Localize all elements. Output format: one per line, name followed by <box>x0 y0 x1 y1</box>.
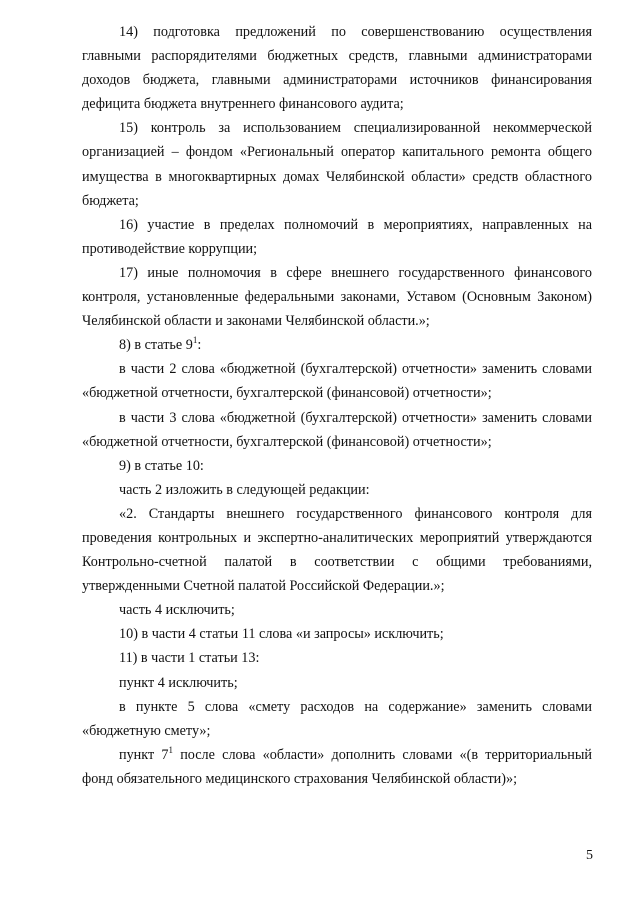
paragraph-article-13: 11) в части 1 статьи 13: <box>119 650 260 667</box>
paragraph-point-7-1 <box>82 743 592 791</box>
paragraph-part-4-exclude: часть 4 исключить; <box>119 602 235 619</box>
paragraph-item-15: 15) контроль за использованием специализированной некоммерческой организацией – фондом «Региональный оператор капитального ремонта общего имущества в многоквартирных домах Челябинской области» средств областного бюджета; <box>82 120 592 209</box>
document-body <box>82 20 592 791</box>
paragraph-article-9-1 <box>82 333 592 357</box>
paragraph-standards-quote: «2. Стандарты внешнего государственного финансового контроля для проведения контрольных и экспертно-аналитических мероприятий утверждаются Контрольно-счетной палатой в соответствии с общими требованиями, утвержденными Счетной палатой Российской Федерации.»; <box>82 505 592 595</box>
paragraph-article-11: 10) в части 4 статьи 11 слова «и запросы» исключить; <box>119 626 444 643</box>
paragraph-part-3-replace: в части 3 слова «бюджетной (бухгалтерской) отчетности» заменить словами «бюджетной отчетности, бухгалтерской (финансовой) отчетности»; <box>82 409 592 450</box>
paragraph-part-2-new-edition: часть 2 изложить в следующей редакции: <box>119 481 370 498</box>
superscript: 1 <box>168 744 173 755</box>
page-number: 5 <box>586 848 593 863</box>
paragraph-item-17: 17) иные полномочия в сфере внешнего государственного финансового контроля, установленные федеральными законами, Уставом (Основным Законом) Челябинской области и законами Челябинской области.»; <box>82 264 592 330</box>
paragraph-point-4-exclude: пункт 4 исключить; <box>119 674 238 691</box>
superscript: 1 <box>192 335 198 346</box>
paragraph-article-10: 9) в статье 10: <box>119 457 204 474</box>
paragraph-text: пункт 7 <box>119 746 169 763</box>
paragraph-item-14: 14) подготовка предложений по совершенствованию осуществления главными распорядителями бюджетных средств, главными администраторами доходов бюджета, главными администраторами источников финансирования дефицита бюджета внутреннего финансового аудита; <box>82 24 592 113</box>
paragraph-text: 8) в статье 9 <box>119 337 193 354</box>
paragraph-text-tail: после слова «области» дополнить словами «(в территориальный фонд обязательного медицинского страхования Челябинской области)»; <box>82 746 592 787</box>
paragraph-part-2-replace: в части 2 слова «бюджетной (бухгалтерской) отчетности» заменить словами «бюджетной отчетности, бухгалтерской (финансовой) отчетности»; <box>82 361 592 402</box>
paragraph-text-tail: : <box>197 337 202 354</box>
paragraph-point-5-replace: в пункте 5 слова «смету расходов на содержание» заменить словами «бюджетную смету»; <box>82 698 592 739</box>
paragraph-item-16: 16) участие в пределах полномочий в мероприятиях, направленных на противодействие коррупции; <box>82 216 592 257</box>
